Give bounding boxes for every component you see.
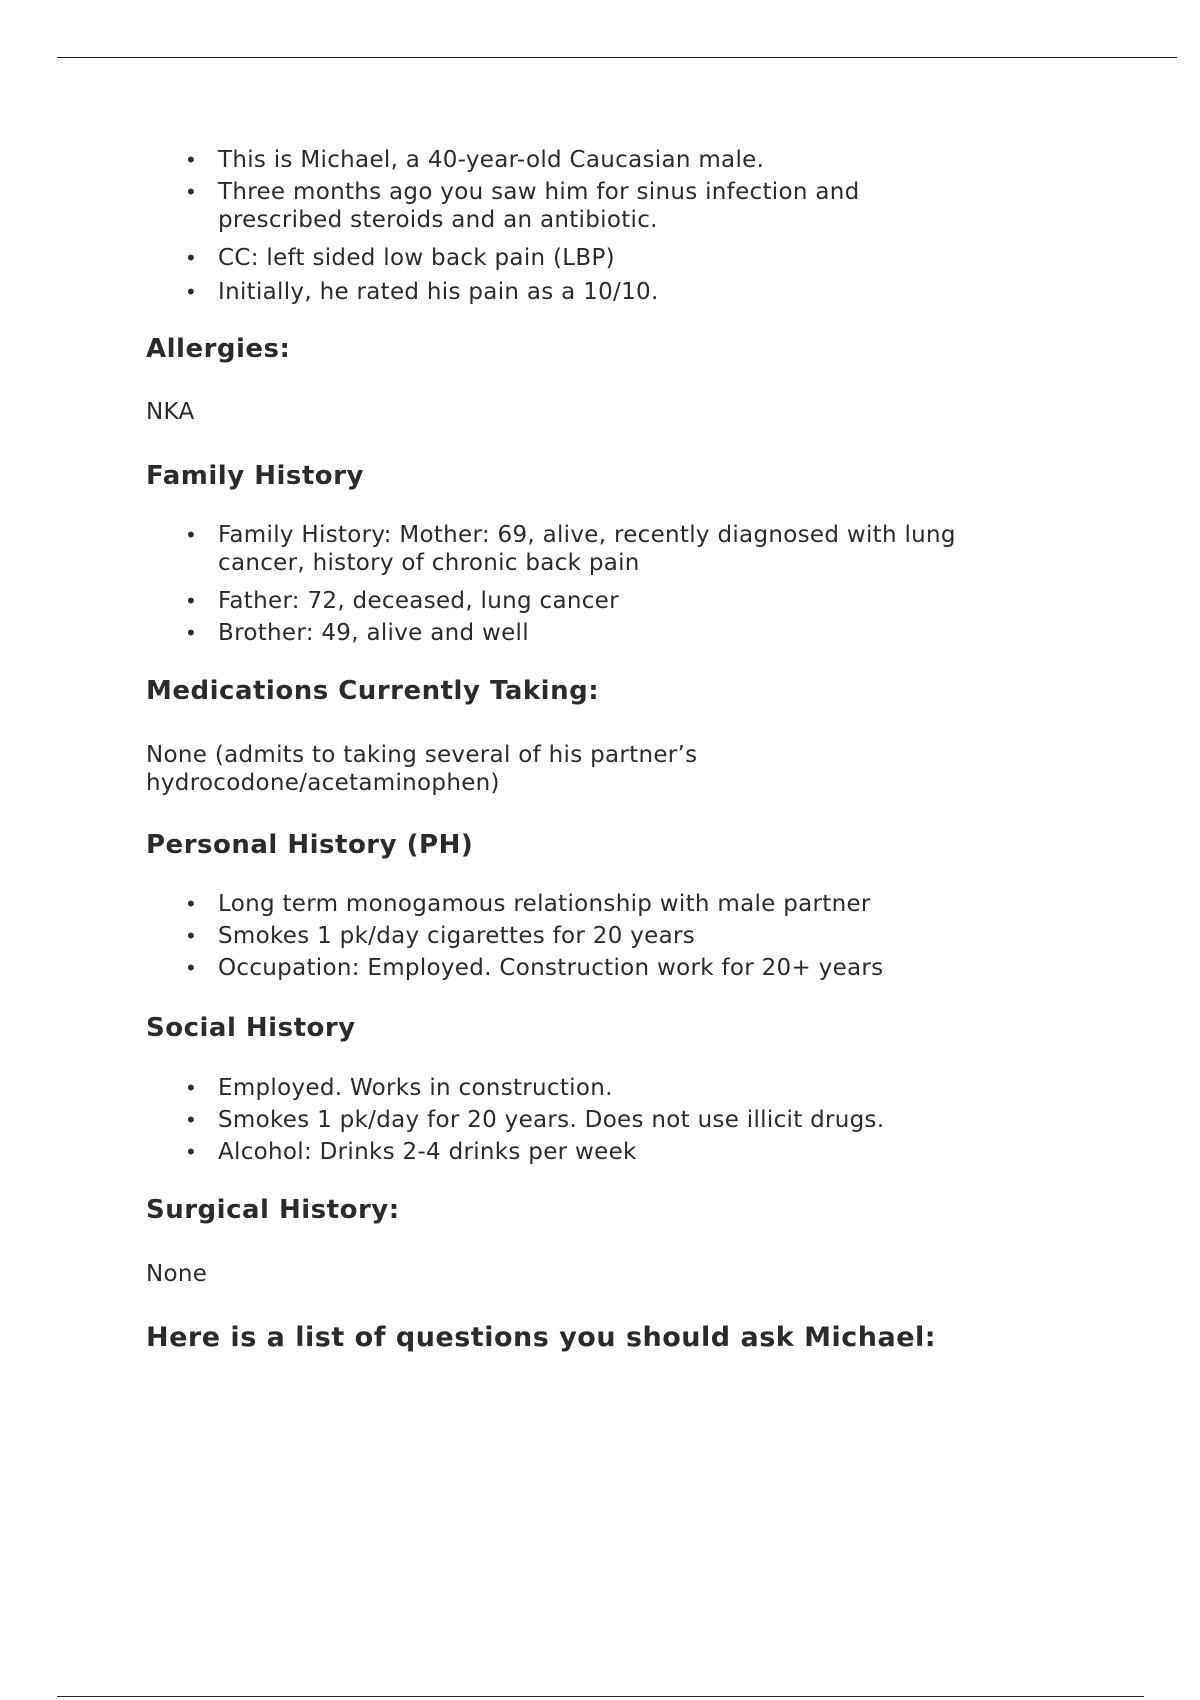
list-item-text: Long term monogamous relationship with male partner: [218, 891, 871, 917]
bullet-glyph: •: [185, 246, 198, 270]
personal-history-heading: Personal History (PH): [146, 830, 474, 860]
medications-section: [146, 675, 1106, 707]
social-history-section: [146, 1012, 1106, 1044]
list-item: [146, 619, 1106, 647]
bullet-glyph: •: [185, 956, 198, 980]
header-rule: [57, 57, 1177, 58]
list-item-text: Occupation: Employed. Construction work for 20+ years: [218, 955, 884, 981]
bullet-glyph: •: [185, 523, 198, 547]
allergies-heading: Allergies:: [146, 334, 291, 364]
questions-section: [146, 1322, 1106, 1354]
footer-rule: [57, 1696, 1144, 1697]
list-item-text: This is Michael, a 40-year-old Caucasian male.: [218, 147, 765, 173]
list-item-text: Initially, he rated his pain as a 10/10.: [218, 279, 659, 305]
list-item: [146, 178, 898, 234]
bullet-glyph: •: [185, 180, 198, 204]
family-history-body: [146, 521, 1106, 647]
surgical-history-text: None: [146, 1261, 208, 1287]
questions-heading: Here is a list of questions you should ask Michael:: [146, 1322, 937, 1353]
family-history-heading: Family History: [146, 461, 364, 491]
list-item-text: Employed. Works in construction.: [218, 1075, 613, 1101]
list-item-text: Brother: 49, alive and well: [218, 620, 529, 646]
bullet-glyph: •: [185, 892, 198, 916]
personal-history-list: [146, 890, 1106, 982]
list-item: [146, 587, 1106, 615]
list-item: [146, 954, 1106, 982]
social-history-body: [146, 1074, 1106, 1166]
bullet-glyph: •: [185, 1140, 198, 1164]
list-item: [146, 1074, 1106, 1102]
medications-heading: Medications Currently Taking:: [146, 676, 600, 706]
family-history-section: [146, 460, 1106, 492]
personal-history-body: [146, 890, 1106, 982]
surgical-history-section: [146, 1194, 1106, 1226]
allergies-body: [146, 398, 1106, 426]
medications-line-1: None (admits to taking several of his partner’s: [146, 742, 698, 768]
bullet-glyph: •: [185, 280, 198, 304]
allergies-section: [146, 333, 1106, 365]
list-item: [146, 890, 1106, 918]
surgical-history-body: [146, 1260, 1106, 1288]
list-item-text: Father: 72, deceased, lung cancer: [218, 588, 619, 614]
bullet-glyph: •: [185, 589, 198, 613]
list-item-text: Smokes 1 pk/day for 20 years. Does not use illicit drugs.: [218, 1107, 885, 1133]
list-item: [146, 146, 1106, 174]
list-item-text: Smokes 1 pk/day cigarettes for 20 years: [218, 923, 696, 949]
list-item-text: CC: left sided low back pain (LBP): [218, 245, 615, 271]
allergies-text: NKA: [146, 399, 195, 425]
surgical-history-heading: Surgical History:: [146, 1195, 400, 1225]
list-item: [146, 244, 1106, 272]
medications-line-2: hydrocodone/acetaminophen): [146, 770, 500, 796]
social-history-heading: Social History: [146, 1013, 356, 1043]
intro-section: [146, 146, 1106, 306]
list-item-text: Family History: Mother: 69, alive, recently diagnosed with lung cancer, history of chronic back pain: [218, 522, 956, 576]
medications-body: [146, 741, 1106, 797]
list-item: [146, 922, 1106, 950]
list-item-text: Alcohol: Drinks 2-4 drinks per week: [218, 1139, 637, 1165]
list-item-text: Three months ago you saw him for sinus infection and prescribed steroids and an antibiotic.: [218, 179, 860, 233]
intro-list: [146, 146, 1106, 306]
social-history-list: [146, 1074, 1106, 1166]
personal-history-section: [146, 829, 1106, 861]
family-history-list: [146, 521, 1106, 647]
bullet-glyph: •: [185, 924, 198, 948]
bullet-glyph: •: [185, 1076, 198, 1100]
bullet-glyph: •: [185, 1108, 198, 1132]
list-item: [146, 521, 1038, 577]
bullet-glyph: •: [185, 621, 198, 645]
list-item: [146, 278, 1106, 306]
list-item: [146, 1138, 1106, 1166]
bullet-glyph: •: [185, 148, 198, 172]
list-item: [146, 1106, 1106, 1134]
